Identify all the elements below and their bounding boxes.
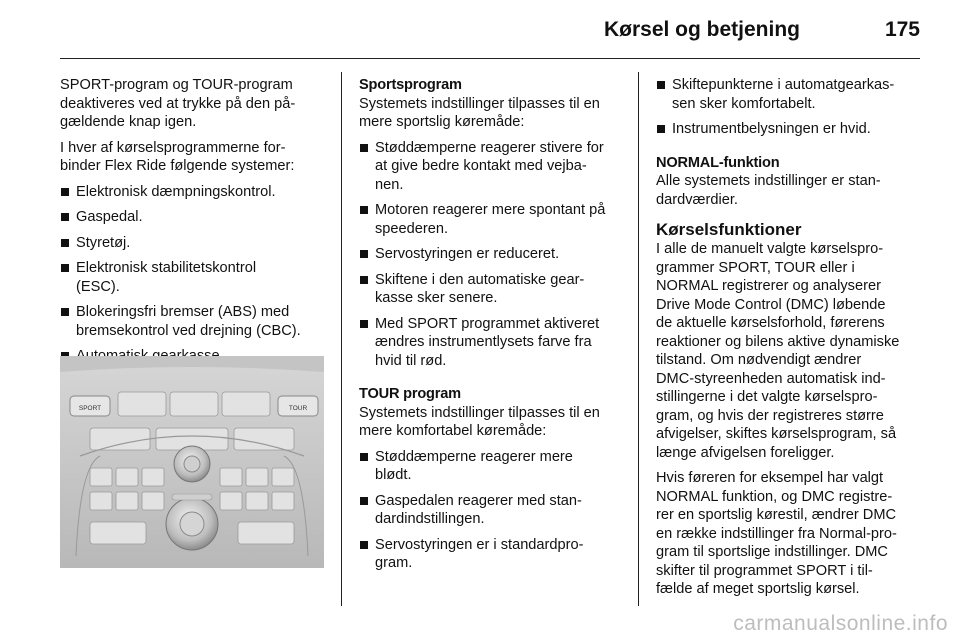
bullet-marker (657, 125, 665, 133)
bullet-item: Gaspedalen reagerer med stan- dardindstillingen. (359, 492, 629, 529)
column-divider-1 (341, 72, 342, 606)
bullet-marker (360, 320, 368, 328)
bullet-item: Gaspedal. (60, 208, 330, 227)
bullet-item: Motoren reagerer mere spontant på speederen. (359, 201, 629, 238)
bullet-item: Støddæmperne reagerer mere blødt. (359, 448, 629, 485)
page-header (60, 18, 920, 48)
bullet-marker (360, 453, 368, 461)
bullet-item: Skiftene i den automatiske gear- kasse sker senere. (359, 271, 629, 308)
bullet-item: Elektronisk dæmpningskontrol. (60, 183, 330, 202)
normal-text: Alle systemets indstillinger er stan- dardværdier. (656, 173, 881, 208)
bullet-item: Styretøj. (60, 234, 330, 253)
sport-intro: Systemets indstillinger tilpasses til en mere sportslig køremåde: (359, 95, 600, 130)
bullet-marker (61, 188, 69, 196)
example-text: Hvis føreren for eksempel har valgt NORMAL funktion, og DMC registre- rer en sportslig kørestil, ændrer DMC en række indstillinger fra Normal-pro- gram til sportslige indstillinger. DMC skifter til programmet SPORT i til- fælde af meget sportslig kørsel. (656, 470, 897, 597)
bullet-marker (61, 213, 69, 221)
normal-heading: NORMAL-funktion (656, 154, 780, 171)
column-2 (359, 76, 629, 580)
tour-list (359, 448, 629, 573)
bullet-marker (360, 276, 368, 284)
tour-list-continued (656, 76, 936, 139)
sport-list (359, 139, 629, 371)
bullet-marker (61, 308, 69, 316)
column-1 (60, 76, 330, 373)
bullet-marker (61, 239, 69, 247)
bullet-marker (360, 250, 368, 258)
sport-heading: Sportsprogram (359, 77, 462, 93)
tour-button (278, 396, 318, 416)
svg-text:TOUR: TOUR (288, 405, 308, 412)
flexride-systems-list (60, 183, 330, 366)
tour-intro: Systemets indstillinger tilpasses til en mere komfortabel køremåde: (359, 404, 600, 439)
bullet-item: Blokeringsfri bremser (ABS) med bremsekontrol ved drejning (CBC). (60, 303, 330, 340)
console-photo (60, 356, 324, 568)
bullet-marker (61, 264, 69, 272)
flexride-paragraph: I hver af kørselsprogrammerne for- binder Flex Ride følgende systemer: (60, 139, 295, 174)
header-divider (60, 58, 920, 59)
svg-text:SPORT: SPORT (78, 405, 102, 412)
bullet-marker (360, 497, 368, 505)
tour-heading: TOUR program (359, 386, 461, 402)
column-divider-2 (638, 72, 639, 606)
watermark: carmanualsonline.info (733, 612, 948, 635)
bullet-item: Med SPORT programmet aktiveret ændres instrumentlysets farve fra hvid til rød. (359, 315, 629, 371)
page-title: Kørsel og betjening (603, 18, 800, 41)
deactivate-paragraph: SPORT-program og TOUR-program deaktiveres ved at trykke på den på- gældende knap igen. (60, 77, 296, 130)
bullet-item: Støddæmperne reagerer stivere for at give bedre kontakt med vejba- nen. (359, 139, 629, 195)
bullet-marker (360, 541, 368, 549)
bullet-marker (360, 144, 368, 152)
column-3 (656, 76, 936, 606)
bullet-item: Elektronisk stabilitetskontrol (ESC). (60, 259, 330, 296)
bullet-item: Skiftepunkterne i automatgearkas- sen sker komfortabelt. (656, 76, 936, 113)
bullet-marker (360, 206, 368, 214)
bullet-item: Servostyringen er reduceret. (359, 245, 629, 264)
page-number: 175 (884, 18, 920, 41)
bullet-marker (657, 81, 665, 89)
functions-text: I alle de manuelt valgte kørselspro- grammer SPORT, TOUR eller i NORMAL registrerer og analyserer Drive Mode Control (DMC) løbende de aktuelle kørselsforhold, førerens reaktioner og bilens aktive dynamiske tilstand. Om nødvendigt ændrer DMC-styreenheden automatisk ind- stillingerne i det valgte kørselspro- gram, og hvis der registreres større afvigelser, skiftes kørselsprogram, så længe afvigelsen foreligger. (656, 241, 900, 461)
sport-button (70, 396, 110, 416)
bullet-item: Instrumentbelysningen er hvid. (656, 120, 936, 139)
bullet-item: Servostyringen er i standardpro- gram. (359, 536, 629, 573)
functions-heading: Kørselsfunktioner (656, 220, 802, 239)
